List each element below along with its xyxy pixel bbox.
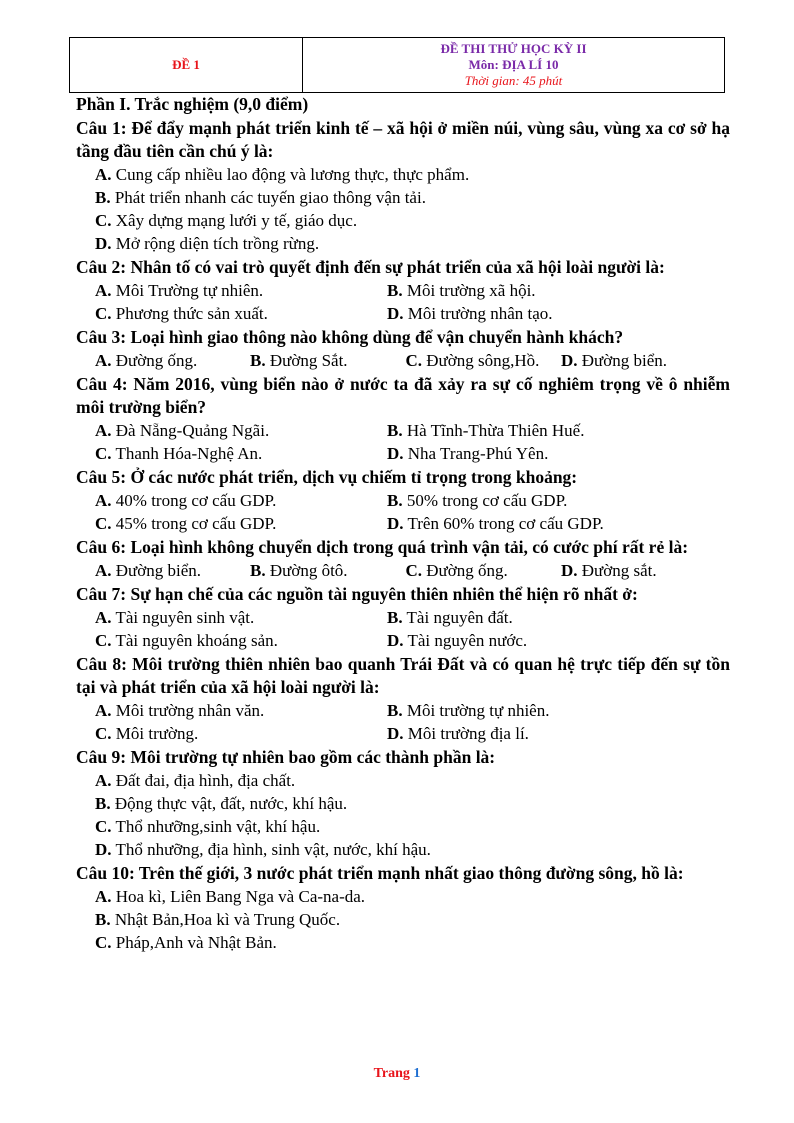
question-text: Câu 3: Loại hình giao thông nào không dùng để vận chuyển hành khách? [76,327,624,347]
question-text: Câu 4: Năm 2016, vùng biển nào ở nước ta đã xảy ra sự cố nghiêm trọng về ô nhiễm môi trường biển? [76,374,730,417]
option-d: D. Tài nguyên nước. [387,631,528,650]
question-text: Câu 6: Loại hình không chuyển dịch trong quá trình vận tải, có cước phí rất rẻ là: [76,537,689,557]
question-1 [76,117,730,255]
exam-header [69,37,725,93]
exam-time: Thời gian: 45 phút [464,73,563,88]
exam-code-cell [70,38,303,93]
option-c: C. Môi trường. [95,724,199,743]
option-a: A. Đường ống. [95,351,198,370]
option-c: C. Tài nguyên khoáng sản. [95,631,278,650]
option-b: B. 50% trong cơ cấu GDP. [387,491,568,510]
option-b: B. Động thực vật, đất, nước, khí hậu. [95,794,348,813]
option-c: C. Xây dựng mạng lưới y tế, giáo dục. [95,211,358,230]
option-b: B. Đường Sắt. [250,351,348,370]
question-text: Câu 2: Nhân tố có vai trò quyết định đến sự phát triển của xã hội loài người là: [76,257,665,277]
exam-subject: Môn: ĐỊA LÍ 10 [468,57,559,72]
question-2 [76,256,730,325]
option-b: B. Tài nguyên đất. [387,608,513,627]
option-a: A. Hoa kì, Liên Bang Nga và Ca-na-da. [95,887,366,906]
option-d: D. Đường sắt. [561,561,657,580]
option-c: C. Đường ống. [405,561,508,580]
option-a: A. Môi trường nhân văn. [95,701,265,720]
question-text: Câu 5: Ở các nước phát triển, dịch vụ chiếm tỉ trọng trong khoảng: [76,467,578,487]
option-d: D. Thổ nhưỡng, địa hình, sinh vật, nước, khí hậu. [95,840,431,859]
page-footer [0,1066,794,1082]
option-b: B. Hà Tĩnh-Thừa Thiên Huế. [387,421,585,440]
exam-title: ĐỀ THI THỬ HỌC KỲ II [440,41,587,56]
option-a: A. Đường biển. [95,561,202,580]
page-number: 1 [413,1066,421,1081]
option-c: C. Pháp,Anh và Nhật Bản. [95,933,277,952]
question-9 [76,746,730,861]
option-b: B. Đường ôtô. [250,561,348,580]
option-d: D. Đường biển. [561,351,668,370]
option-d: D. Nha Trang-Phú Yên. [387,444,549,463]
exam-code: ĐỀ 1 [172,57,200,72]
option-d: D. Môi trường địa lí. [387,724,529,743]
option-b: B. Phát triển nhanh các tuyến giao thông vận tải. [95,188,426,207]
question-4 [76,373,730,465]
option-c: C. Đường sông,Hồ. [405,351,540,370]
question-10 [76,862,730,954]
question-3 [76,326,730,372]
question-7 [76,583,730,652]
option-a: A. 40% trong cơ cấu GDP. [95,491,277,510]
question-6 [76,536,730,582]
option-b: B. Môi trường tự nhiên. [387,701,550,720]
option-b: B. Môi trường xã hội. [387,281,536,300]
question-text: Câu 7: Sự hạn chế của các nguồn tài nguyên thiên nhiên thể hiện rõ nhất ở: [76,584,638,604]
option-d: D. Trên 60% trong cơ cấu GDP. [387,514,604,533]
question-text: Câu 9: Môi trường tự nhiên bao gồm các thành phần là: [76,747,496,767]
question-text: Câu 8: Môi trường thiên nhiên bao quanh Trái Đất và có quan hệ trực tiếp đến sự tồn tại và phát triển của xã hội loài người là: [76,654,730,697]
question-text: Câu 10: Trên thế giới, 3 nước phát triển mạnh nhất giao thông đường sông, hồ là: [76,863,684,883]
option-d: D. Mở rộng diện tích trồng rừng. [95,234,320,253]
question-5 [76,466,730,535]
exam-content [76,93,730,955]
page-label: Trang [373,1066,414,1081]
option-c: C. Phương thức sản xuất. [95,304,268,323]
option-c: C. Thổ nhưỡng,sinh vật, khí hậu. [95,817,321,836]
option-a: A. Đất đai, địa hình, địa chất. [95,771,296,790]
option-b: B. Nhật Bản,Hoa kì và Trung Quốc. [95,910,341,929]
option-a: A. Cung cấp nhiều lao động và lương thực, thực phẩm. [95,165,470,184]
section-title: Phần I. Trắc nghiệm (9,0 điểm) [76,94,309,114]
option-a: A. Môi Trường tự nhiên. [95,281,264,300]
question-8 [76,653,730,745]
option-c: C. 45% trong cơ cấu GDP. [95,514,277,533]
option-d: D. Môi trường nhân tạo. [387,304,553,323]
question-text: Câu 1: Để đẩy mạnh phát triển kinh tế – xã hội ở miền núi, vùng sâu, vùng xa cơ sở hạ tầng đầu tiên cần chú ý là: [76,118,730,161]
option-a: A. Tài nguyên sinh vật. [95,608,255,627]
exam-info-cell [303,38,725,93]
option-a: A. Đà Nẵng-Quảng Ngãi. [95,421,270,440]
option-c: C. Thanh Hóa-Nghệ An. [95,444,263,463]
